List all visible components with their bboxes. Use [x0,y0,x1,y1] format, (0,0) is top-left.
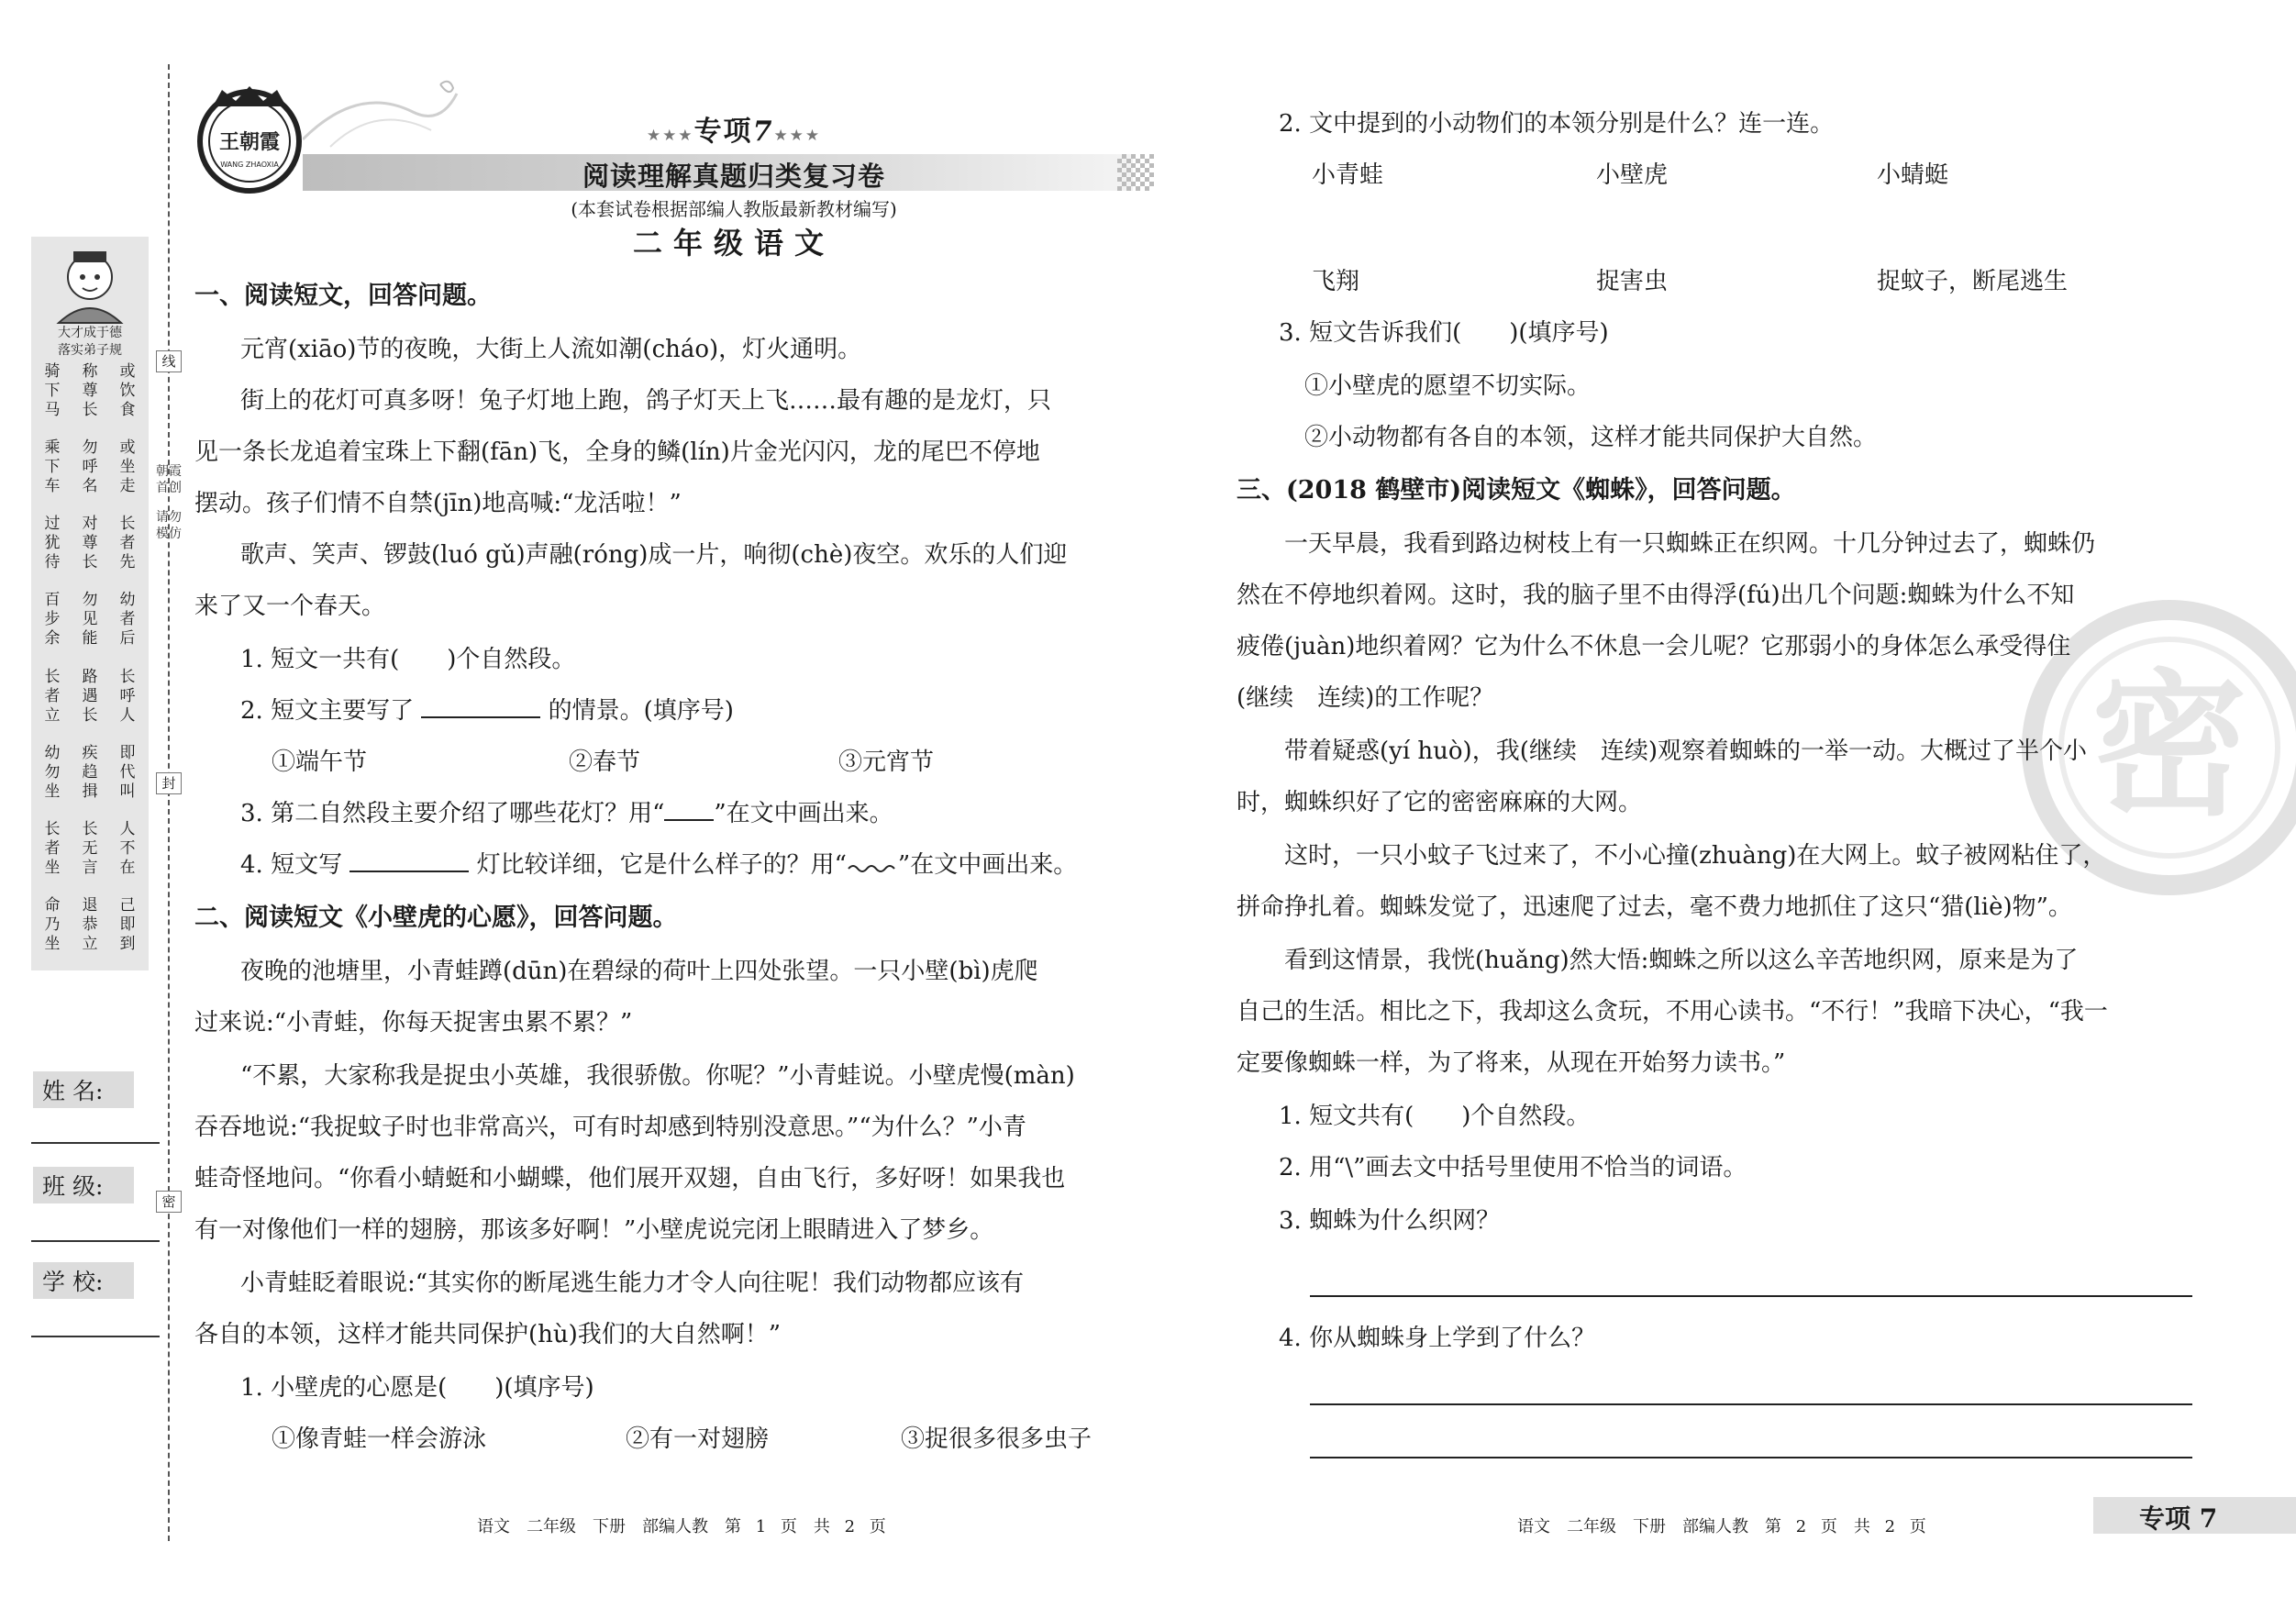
cut-line [168,64,170,1541]
rule-column: 对 尊 长 [82,515,98,572]
rule-row [37,438,143,496]
paragraph: 蛙奇怪地问。“你看小蜻蜓和小蝴蝶，他们展开双翅，自由飞行，多好呀！如果我也 [194,1165,1066,1192]
answer-line[interactable] [1310,1403,2192,1405]
paragraph: 街上的花灯可真多呀！兔子灯地上跑，鸽子灯天上飞……最有趣的是龙灯，只 [240,387,1052,415]
animal-item[interactable]: 小青蛙 [1312,161,1384,189]
rule-column: 疾 趋 揖 [82,743,98,801]
motto-line: 落实弟子规 [58,343,122,358]
animal-item[interactable]: 小壁虎 [1596,161,1669,189]
rule-column: 人 不 在 [119,819,136,877]
wavy-line-icon [847,852,898,872]
option: ①端午节 [272,749,368,776]
ribbon-checker [1117,154,1154,191]
paragraph: 过来说:“小青蛙，你每天捉害虫累不累？” [194,1009,633,1037]
answer-blank[interactable] [349,850,469,872]
paragraph: 歌声、笑声、锣鼓(luó gǔ)声融(róng)成一片，响彻(chè)夜空。欢乐的人们迎 [240,541,1068,569]
cut-mark-bottom: 密 [156,1191,182,1213]
question-1-3: 3. 第二自然段主要介绍了哪些花灯？用“ ”在文中画出来。 [240,800,893,827]
paragraph: 小青蛙眨着眼说:“其实你的断尾逃生能力才令人向往呢！我们动物都应该有 [240,1270,1025,1297]
footer-tag: 专项 7 [2139,1503,2218,1534]
page-footer-right: 语文 二年级 下册 部编人教 第 2 页 共 2 页 [1517,1517,1926,1536]
skill-item[interactable]: 飞翔 [1312,268,1360,295]
school-label: 学 校: [33,1262,134,1299]
rule-column: 己 即 到 [119,895,136,953]
section-2-title: 二、阅读短文《小壁虎的心愿》，回答问题。 [194,904,678,932]
paragraph: 摆动。孩子们情不自禁(jīn)地高喊:“龙活啦！” [194,490,682,517]
paragraph: 夜晚的池塘里，小青蛙蹲(dūn)在碧绿的荷叶上四处张望。一只小壁(bì)虎爬 [240,958,1038,985]
rule-column: 或 坐 走 [119,438,136,496]
paragraph: 带着疑惑(yí huò)，我(继续 连续)观察着蜘蛛的一举一动。大概过了半个小 [1284,738,2087,765]
paragraph: 自己的生活。相比之下，我却这么贪玩，不用心读书。“不行！”我暗下决心，“我一 [1237,998,2108,1026]
question-2-2: 2. 文中提到的小动物们的本领分别是什么？连一连。 [1279,110,1835,138]
rule-row [37,896,143,954]
paragraph: 有一对像他们一样的翅膀，那该多好啊！”小壁虎说完闭上眼睛进入了梦乡。 [194,1216,994,1244]
option: ③捉很多很多虫子 [901,1425,1093,1453]
rule-column: 幼 勿 坐 [44,743,61,801]
rule-row [37,362,143,420]
name-label: 姓 名: [33,1071,134,1108]
cut-note [150,463,187,542]
paragraph: 吞吞地说:“我捉蚊子时也非常高兴，可有时却感到特别没意思。”“为什么？”小青 [194,1114,1026,1141]
question-3-2: 2. 用“\”画去文中括号里使用不恰当的词语。 [1279,1154,1747,1181]
paragraph: 定要像蜘蛛一样，为了将来，从现在开始努力读书。” [1237,1049,1786,1077]
rule-row [37,820,143,878]
answer-line[interactable] [1310,1295,2192,1297]
rule-row [37,744,143,802]
rule-column: 过 犹 待 [44,515,61,572]
cut-note-line: 朝霞首创 [156,464,182,495]
option: ②有一对翅膀 [626,1425,770,1453]
underline-symbol [664,799,714,821]
animal-item[interactable]: 小蜻蜓 [1877,161,1949,189]
option: ①小壁虎的愿望不切实际。 [1304,372,1592,400]
paragraph: 这时，一只小蚊子飞过来了，不小心撞(zhuàng)在大网上。蚊子被网粘住了， [1284,842,2107,870]
rule-column: 长 者 先 [119,515,136,572]
rule-row [37,515,143,572]
rule-column: 长 者 立 [44,667,61,725]
rule-column: 幼 者 后 [119,591,136,649]
motto-line: 大才成于德 [58,326,122,340]
section-3-title: 三、(2018 鹤壁市)阅读短文《蜘蛛》，回答问题。 [1237,476,1796,505]
question-3-3: 3. 蜘蛛为什么织网？ [1279,1207,1501,1235]
paragraph: 各自的本领，这样才能共同保护(hù)我们的大自然啊！” [194,1321,782,1348]
question-3-1: 1. 短文共有( )个自然段。 [1279,1103,1591,1130]
option: ②小动物都有各自的本领，这样才能共同保护大自然。 [1304,424,1878,451]
rule-column: 勿 见 能 [82,591,98,649]
class-label: 班 级: [33,1167,134,1203]
page-footer-left: 语文 二年级 下册 部编人教 第 1 页 共 2 页 [477,1517,886,1536]
rule-column: 称 尊 长 [82,362,98,419]
cut-mark-top: 线 [156,350,182,372]
rule-column: 百 步 余 [44,591,61,649]
student-cartoon-icon [40,242,139,325]
paragraph: 元宵(xiāo)节的夜晚，大街上人流如潮(cháo)，灯火通明。 [240,336,862,363]
rule-column: 长 者 坐 [44,819,61,877]
skill-item[interactable]: 捉害虫 [1596,268,1669,295]
question-2-3: 3. 短文告诉我们( )(填序号) [1279,319,1609,347]
question-1-2: 2. 短文主要写了 的情景。(填序号) [240,697,734,725]
answer-blank[interactable] [421,696,540,718]
paragraph: (继续 连续)的工作呢？ [1237,684,1494,712]
paragraph: 来了又一个春天。 [194,593,386,620]
rule-column: 路 遇 长 [82,667,98,725]
answer-line[interactable] [1310,1457,2192,1458]
class-input-line[interactable] [31,1240,160,1242]
skill-item[interactable]: 捉蚊子，断尾逃生 [1877,268,2069,295]
cut-note-line: 请勿模仿 [156,510,182,541]
paragraph: “不累，大家称我是捉虫小英雄，我很骄傲。你呢？”小青蛙说。小壁虎慢(màn) [240,1062,1075,1090]
rule-column: 命 乃 坐 [44,895,61,953]
name-input-line[interactable] [31,1142,160,1144]
section-1-title: 一、阅读短文，回答问题。 [194,282,492,310]
paragraph: 见一条长龙追着宝珠上下翻(fān)飞，全身的鳞(lín)片金光闪闪，龙的尾巴不停地 [194,438,1040,466]
exam-title: 阅读理解真题归类复习卷 [582,161,885,192]
wangzhaoxia-logo [194,84,305,194]
rule-column: 骑 下 马 [44,362,61,419]
dizigui-rules [37,362,143,954]
paragraph: 看到这情景，我恍(huǎng)然大悟:蜘蛛之所以这么辛苦地织网，原来是为了 [1284,947,2079,974]
rule-row [37,668,143,726]
rule-column: 长 呼 人 [119,667,136,725]
svg-text:WANG ZHAOXIA: WANG ZHAOXIA [220,161,279,169]
rule-column: 即 代 叫 [119,743,136,801]
question-1-1: 1. 短文一共有( )个自然段。 [240,646,576,673]
option: ②春节 [569,749,641,776]
option: ①像青蛙一样会游泳 [272,1425,487,1453]
ribbon-swirl-icon [303,75,459,149]
option: ③元宵节 [838,749,935,776]
cut-mark-middle: 封 [156,772,182,794]
exam-note: (本套试卷根据部编人教版最新教材编写) [571,198,897,220]
question-1-4: 4. 短文写 灯比较详细，它是什么样子的？用“ ”在文中画出来。 [240,851,1078,879]
rule-column: 勿 呼 名 [82,438,98,496]
rule-column: 乘 下 车 [44,438,61,496]
school-input-line[interactable] [31,1336,160,1337]
rule-column: 长 无 言 [82,819,98,877]
grade-subject: 二年级语文 [632,226,835,261]
question-2-1: 1. 小壁虎的心愿是( )(填序号) [240,1374,594,1402]
special-label: ★★★专项7★★★ [646,116,822,148]
paragraph: 疲倦(juàn)地织着网？它为什么不休息一会儿呢？它那弱小的身体怎么承受得住 [1237,633,2071,660]
paragraph: 时，蜘蛛织好了它的密密麻麻的大网。 [1237,789,1643,816]
paragraph: 一天早晨，我看到路边树枝上有一只蜘蛛正在织网。十几分钟过去了，蜘蛛仍 [1284,530,2096,558]
svg-text:王朝霞: 王朝霞 [218,130,281,154]
paragraph: 然在不停地织着网。这时，我的脑子里不由得浮(fú)出几个问题:蜘蛛为什么不知 [1237,582,2075,609]
paragraph: 拼命挣扎着。蜘蛛发觉了，迅速爬了过去，毫不费力地抓住了这只“猎(liè)物”。 [1237,893,2072,921]
rule-row [37,591,143,649]
svg-text:密: 密 [2091,654,2248,837]
rule-column: 退 恭 立 [82,895,98,953]
rule-column: 或 饮 食 [119,362,136,419]
question-3-4: 4. 你从蜘蛛身上学到了什么？ [1279,1325,1596,1352]
